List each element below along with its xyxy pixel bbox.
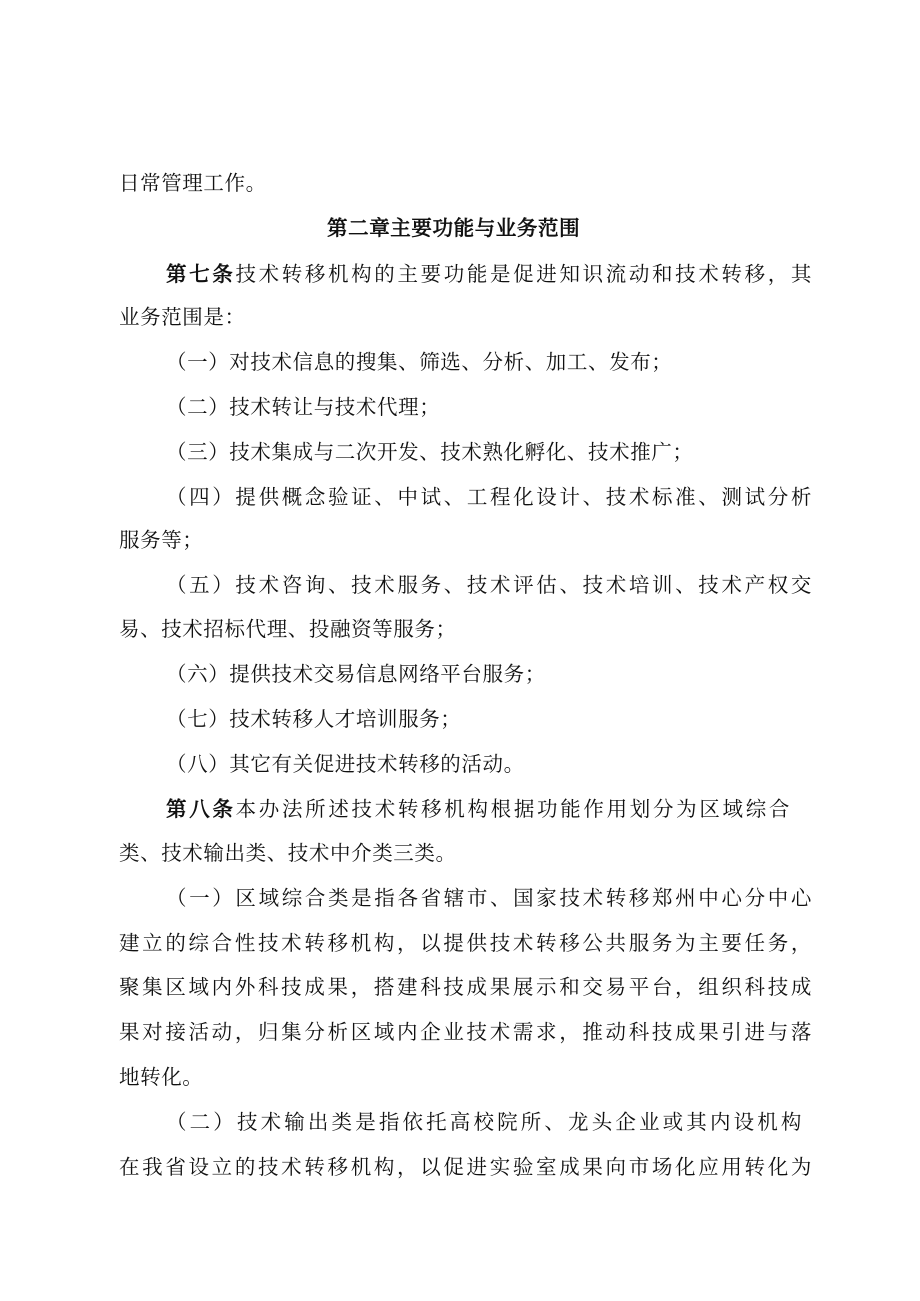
article-7-text: 技术转移机构的主要功能是促进知识流动和技术转移，其 — [235, 262, 812, 286]
article-7-label: 第七条 — [166, 262, 236, 286]
list-item: （二）技术转让与技术代理； — [166, 395, 441, 419]
category-1-line: 建立的综合性技术转移机构，以提供技术转移公共服务为主要任务， — [119, 931, 812, 955]
article-8-label: 第八条 — [166, 797, 236, 821]
list-item: （五）技术咨询、技术服务、技术评估、技术培训、技术产权交 — [166, 573, 812, 597]
category-1-line: 果对接活动，归集分析区域内企业技术需求，推动科技成果引进与落 — [119, 1020, 812, 1044]
category-1-line: 聚集区域内外科技成果，搭建科技成果展示和交易平台，组织科技成 — [119, 975, 812, 999]
category-2-line: （二）技术输出类是指依托高校院所、龙头企业或其内设机构 — [166, 1110, 802, 1134]
category-1-line: 地转化。 — [119, 1065, 204, 1089]
article-8-paragraph-line — [166, 794, 790, 824]
article-8-text: 本办法所述技术转移机构根据功能作用划分为区域综合 — [235, 797, 790, 821]
text-line: 类、技术输出类、技术中介类三类。 — [119, 841, 457, 865]
list-item: （七）技术转移人才培训服务； — [166, 707, 462, 731]
list-item: （四）提供概念验证、中试、工程化设计、技术标准、测试分析 — [166, 485, 812, 509]
list-item: （三）技术集成与二次开发、技术熟化孵化、技术推广； — [166, 440, 694, 464]
list-item: （八）其它有关促进技术转移的活动。 — [166, 752, 525, 776]
text-line: 易、技术招标代理、投融资等服务； — [119, 617, 457, 641]
category-1-line: （一）区域综合类是指各省辖市、国家技术转移郑州中心分中心 — [166, 886, 812, 910]
list-item: （六）提供技术交易信息网络平台服务； — [166, 662, 546, 686]
text-line: 日常管理工作。 — [119, 171, 267, 195]
list-item: （一）对技术信息的搜集、筛选、分析、加工、发布； — [166, 350, 673, 374]
article-7-paragraph-line — [166, 259, 812, 289]
text-line: 服务等； — [119, 528, 204, 552]
chapter-heading: 第二章主要功能与业务范围 — [327, 216, 581, 240]
text-line: 业务范围是： — [119, 305, 246, 329]
category-2-line: 在我省设立的技术转移机构，以促进实验室成果向市场化应用转化为 — [119, 1155, 812, 1179]
